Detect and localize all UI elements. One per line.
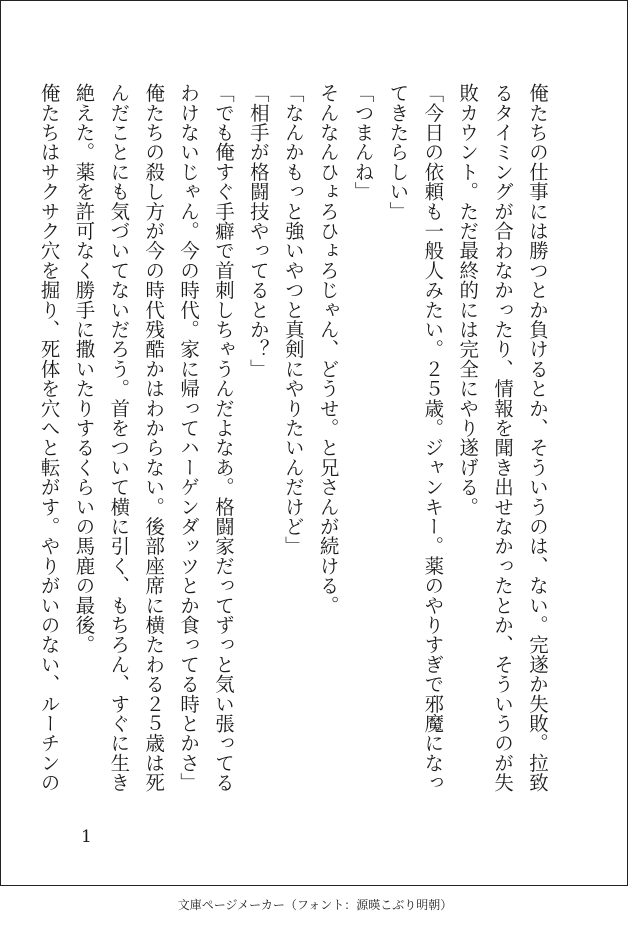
text-line: るタイミングが合わなかったり、情報を聞き出せなかったとか、そういうのが失 [491, 83, 515, 793]
text-line: 絶えた。薬を許可なく勝手に撒いたりするくらいの馬鹿の最後。 [72, 83, 96, 655]
text-line: 「でも俺すぐ手癖で首刺しちゃうんだよなあ。格闘家だってずっと気い張ってる [211, 83, 235, 793]
footer-caption: 文庫ページメーカー（フォント：源暎こぶり明朝） [177, 898, 453, 912]
text-line: わけないじゃん。今の時代。家に帰ってハーゲンダッツとか食ってる時とかさ」 [177, 83, 201, 793]
text-line: そんなんひょろひょろじゃん、どうせ。と兄さんが続ける。 [316, 83, 340, 615]
text-line: 俺たちの仕事には勝つとか負けるとか、そういうのは、ない。完遂か失敗。拉致 [526, 83, 549, 793]
text-line: 俺たちの殺し方が今の時代残酷かはわからない。後部座席に横たわる２５歳は死 [142, 83, 166, 793]
text-line: 「なんかもっと強いやつと真剣にやりたいんだけど」 [281, 83, 305, 556]
text-line: 「今日の依頼も一般人みたい。２５歳。ジャンキー。薬のやりすぎで邪魔になっ [421, 83, 445, 793]
page-number: 1 [81, 827, 92, 847]
text-line: 俺たちはサクサク穴を掘り、死体を穴へと転がす。やりがいのない、ルーチンの [37, 83, 61, 793]
text-line: 「つまんね」 [351, 83, 375, 202]
vertical-text-body [37, 83, 551, 793]
text-line: てきたらしい」 [386, 83, 410, 221]
text-line: んだことにも気づいてないだろう。首をついて横に引く、もちろん、すぐに生き [107, 83, 131, 793]
text-line: 「相手が格闘技やってるとか？」 [246, 83, 270, 379]
text-line: 敗カウント。ただ最終的には完全にやり遂げる。 [456, 83, 480, 517]
